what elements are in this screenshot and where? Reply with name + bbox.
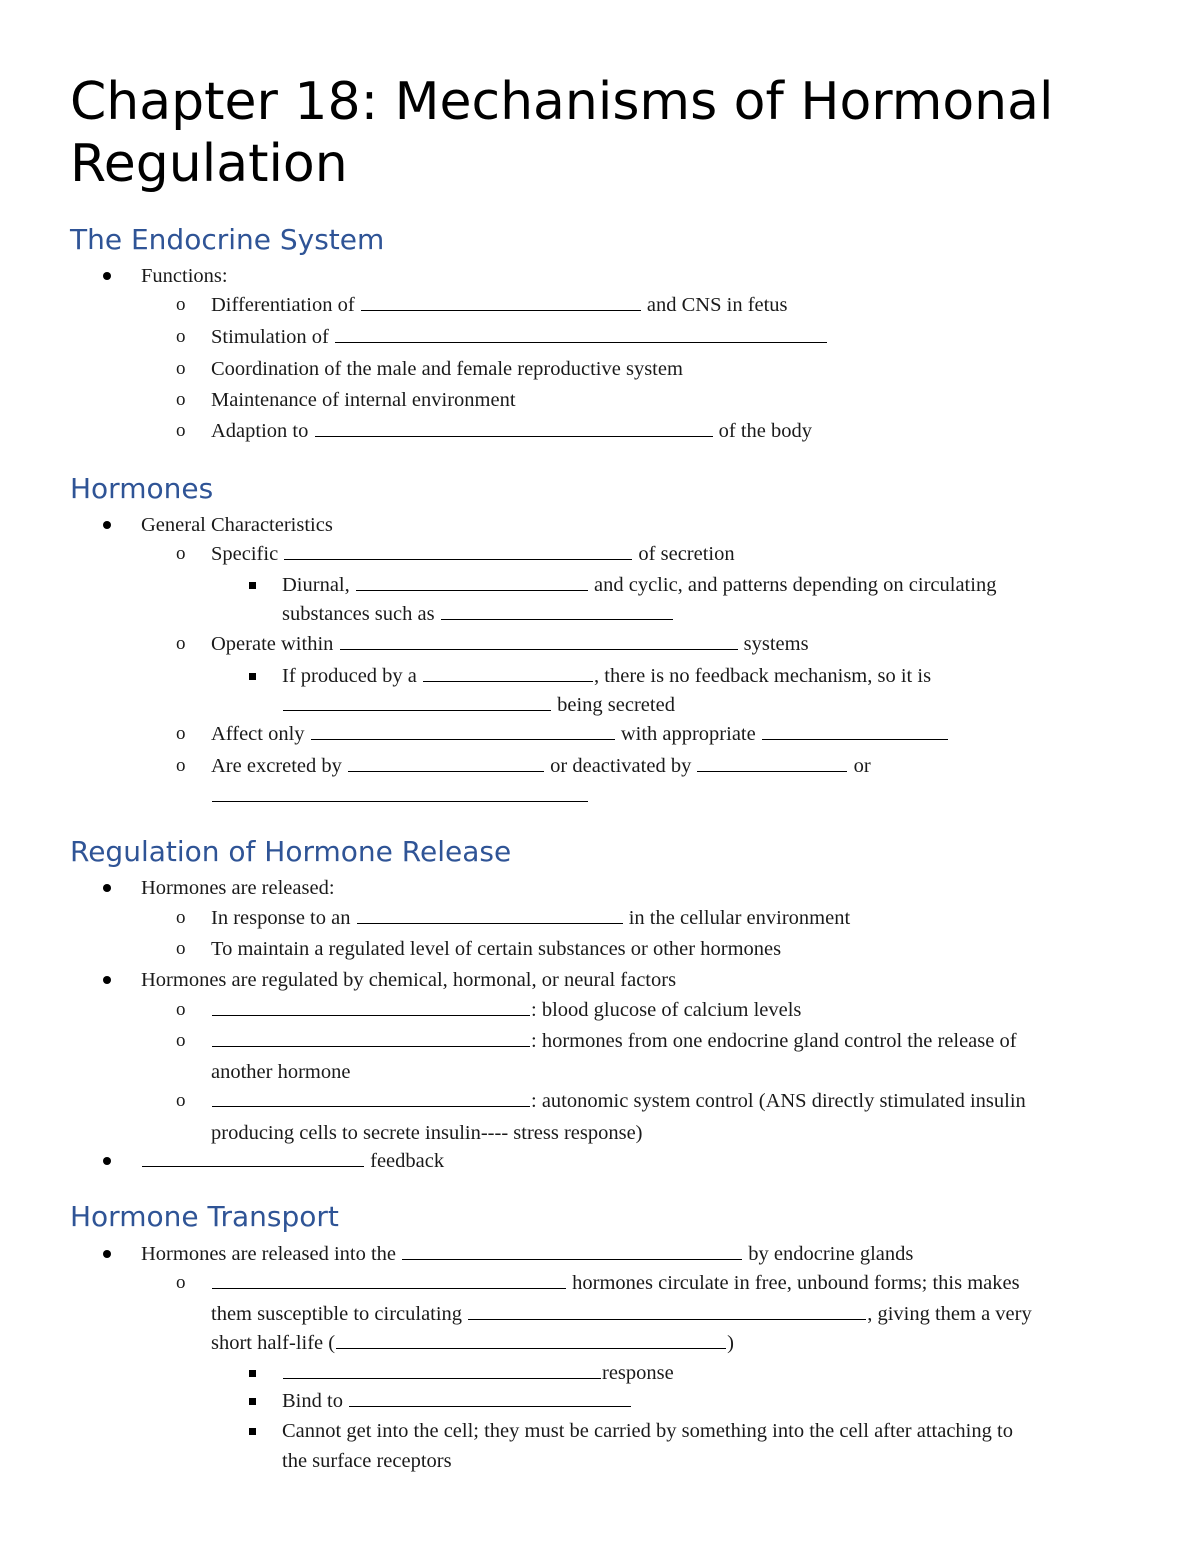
bullet-circle: o: [176, 326, 186, 347]
list-item: Diurnal, and cyclic, and patterns depending on circulating: [282, 574, 997, 596]
bullet-circle: o: [176, 723, 186, 744]
fill-in-blank[interactable]: [315, 418, 713, 437]
list-item: feedback: [141, 1147, 444, 1175]
list-item-continuation: another hormone: [211, 1061, 351, 1083]
list-item: Stimulation of: [211, 323, 828, 351]
list-item-continuation: [211, 782, 589, 810]
list-item: Coordination of the male and female reproductive system: [211, 358, 683, 380]
fill-in-blank[interactable]: [212, 997, 530, 1016]
bullet-disc: [103, 1147, 111, 1170]
fill-in-blank[interactable]: [311, 721, 615, 740]
heading-hormone-transport: Hormone Transport: [70, 1200, 339, 1233]
list-item: Hormones are regulated by chemical, hormonal, or neural factors: [141, 969, 677, 991]
fill-in-blank[interactable]: [423, 663, 593, 682]
heading-endocrine-system: The Endocrine System: [70, 223, 385, 256]
bullet-circle: o: [176, 1272, 186, 1293]
list-item: : blood glucose of calcium levels: [211, 996, 801, 1024]
bullet-circle: o: [176, 389, 186, 410]
list-item: hormones circulate in free, unbound forms; this makes: [211, 1269, 1020, 1297]
list-item-continuation: being secreted: [282, 691, 675, 719]
fill-in-blank[interactable]: [336, 1330, 726, 1349]
bullet-disc: [103, 1240, 111, 1263]
fill-in-blank[interactable]: [697, 753, 847, 772]
page-title-line-2: Regulation: [70, 134, 348, 194]
page-title-line-1: Chapter 18: Mechanisms of Hormonal: [70, 72, 1054, 132]
heading-hormones: Hormones: [70, 472, 214, 505]
bullet-square: [249, 1417, 256, 1440]
list-item-continuation: producing cells to secrete insulin---- stress response): [211, 1122, 643, 1144]
list-item: Maintenance of internal environment: [211, 389, 516, 411]
bullet-circle: o: [176, 755, 186, 776]
bullet-square: [249, 662, 256, 685]
list-item: Bind to: [282, 1387, 632, 1415]
list-item: General Characteristics: [141, 514, 333, 536]
list-item-continuation: short half-life ( ): [211, 1332, 734, 1354]
bullet-circle: o: [176, 420, 186, 441]
heading-regulation-hormone-release: Regulation of Hormone Release: [70, 835, 512, 868]
list-item: Adaption to of the body: [211, 420, 812, 442]
bullet-circle: o: [176, 294, 186, 315]
list-item: Specific of secretion: [211, 543, 735, 565]
fill-in-blank[interactable]: [468, 1301, 866, 1320]
list-item: To maintain a regulated level of certain substances or other hormones: [211, 938, 782, 960]
list-item: Affect only with appropriate: [211, 720, 949, 748]
bullet-disc: [103, 966, 111, 989]
fill-in-blank[interactable]: [212, 1028, 530, 1047]
bullet-circle: o: [176, 358, 186, 379]
fill-in-blank[interactable]: [361, 292, 641, 311]
bullet-circle: o: [176, 543, 186, 564]
fill-in-blank[interactable]: [441, 601, 673, 620]
list-item: : autonomic system control (ANS directly stimulated insulin: [211, 1087, 1026, 1115]
fill-in-blank[interactable]: [284, 541, 632, 560]
list-item-continuation: them susceptible to circulating , giving them a very: [211, 1303, 1032, 1325]
bullet-circle: o: [176, 938, 186, 959]
fill-in-blank[interactable]: [142, 1148, 364, 1167]
list-item: Differentiation of and CNS in fetus: [211, 294, 788, 316]
bullet-disc: [103, 874, 111, 897]
fill-in-blank[interactable]: [356, 572, 588, 591]
list-item-continuation: the surface receptors: [282, 1450, 452, 1472]
bullet-circle: o: [176, 1030, 186, 1051]
fill-in-blank[interactable]: [402, 1241, 742, 1260]
fill-in-blank[interactable]: [357, 905, 623, 924]
bullet-square: [249, 571, 256, 594]
fill-in-blank[interactable]: [283, 1360, 601, 1379]
fill-in-blank[interactable]: [212, 1270, 566, 1289]
bullet-circle: o: [176, 907, 186, 928]
bullet-square: [249, 1387, 256, 1410]
fill-in-blank[interactable]: [212, 1088, 530, 1107]
fill-in-blank[interactable]: [212, 783, 588, 802]
list-item-continuation: substances such as: [282, 600, 674, 628]
fill-in-blank[interactable]: [348, 753, 544, 772]
bullet-circle: o: [176, 1090, 186, 1111]
list-item: Cannot get into the cell; they must be carried by something into the cell after attaching to: [282, 1420, 1013, 1442]
list-item: If produced by a , there is no feedback mechanism, so it is: [282, 665, 932, 687]
fill-in-blank[interactable]: [283, 692, 551, 711]
list-item: Hormones are released into the by endocrine glands: [141, 1243, 914, 1265]
list-item: Are excreted by or deactivated by or: [211, 755, 871, 777]
fill-in-blank[interactable]: [762, 721, 948, 740]
bullet-circle: o: [176, 633, 186, 654]
list-item: Functions:: [141, 265, 228, 287]
bullet-disc: [103, 511, 111, 534]
bullet-disc: [103, 262, 111, 285]
fill-in-blank[interactable]: [340, 631, 738, 650]
list-item: Operate within systems: [211, 633, 809, 655]
fill-in-blank[interactable]: [335, 324, 827, 343]
list-item: response: [282, 1359, 674, 1387]
list-item: : hormones from one endocrine gland control the release of: [211, 1027, 1017, 1055]
list-item: In response to an in the cellular environment: [211, 907, 851, 929]
bullet-circle: o: [176, 999, 186, 1020]
list-item: Hormones are released:: [141, 877, 335, 899]
fill-in-blank[interactable]: [349, 1388, 631, 1407]
bullet-square: [249, 1359, 256, 1382]
